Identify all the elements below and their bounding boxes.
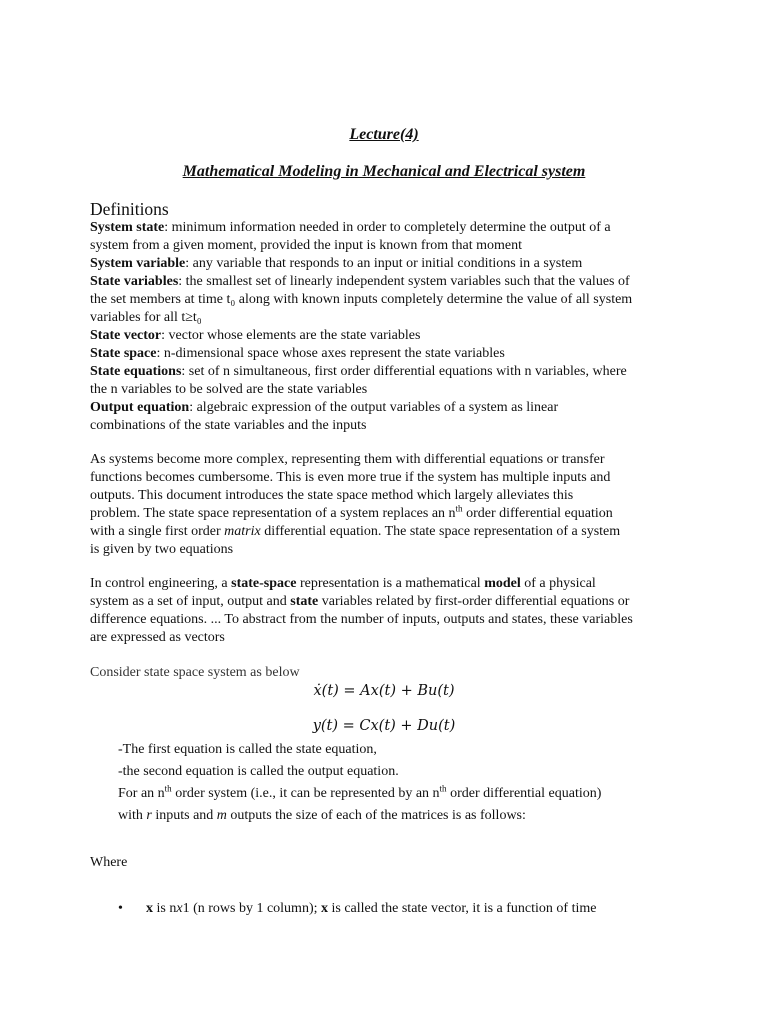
paragraph-line: As systems become more complex, representing them with differential equations or transfer bbox=[90, 452, 605, 467]
bold-run: x bbox=[321, 901, 328, 916]
bullet-item bbox=[118, 901, 596, 917]
text-run: problem. The state space representation of a system replaces an n bbox=[90, 506, 456, 521]
text-run: For an n bbox=[118, 786, 165, 801]
text-run: inputs and bbox=[151, 808, 217, 823]
text-run: is n bbox=[153, 901, 177, 916]
paragraph-line bbox=[90, 593, 690, 611]
paragraph-line: difference equations. ... To abstract from the number of inputs, outputs and states, these variables bbox=[90, 612, 633, 627]
lecture-subtitle: Mathematical Modeling in Mechanical and Electrical system bbox=[182, 163, 586, 180]
definition-text: : vector whose elements are the state variables bbox=[161, 328, 421, 343]
note-line bbox=[118, 805, 601, 827]
paragraph-complexity bbox=[90, 451, 690, 559]
definition-term: State equations bbox=[90, 364, 182, 379]
italic-run: matrix bbox=[224, 524, 261, 539]
definition-text: : algebraic expression of the output variables of a system as linear bbox=[189, 400, 559, 415]
italic-run: m bbox=[216, 808, 227, 823]
text-run: order system (i.e., it can be represented by an n bbox=[171, 786, 440, 801]
text-run: representation is a mathematical bbox=[296, 576, 485, 591]
paragraph-line bbox=[90, 575, 690, 593]
definition-text: : minimum information needed in order to completely determine the output of a bbox=[164, 220, 611, 235]
text-run: order differential equation bbox=[462, 506, 613, 521]
paragraph-state-space bbox=[90, 575, 690, 647]
definition-text-line: system from a given moment, provided the input is known from that moment bbox=[90, 238, 522, 253]
definitions-heading: Definitions bbox=[90, 199, 169, 219]
definition-system-variable bbox=[90, 255, 690, 273]
definition-text: : set of n simultaneous, first order differential equations with n variables, where bbox=[181, 364, 627, 379]
italic-run: x bbox=[176, 901, 183, 916]
bold-run: state bbox=[290, 594, 319, 609]
bold-run: model bbox=[484, 576, 521, 591]
definitions-list bbox=[90, 219, 690, 435]
definition-text-line: combinations of the state variables and the inputs bbox=[90, 418, 367, 433]
definition-term: State variables bbox=[90, 274, 179, 289]
text-run: differential equation. The state space representation of a system bbox=[260, 524, 621, 539]
bullet-icon: • bbox=[118, 901, 123, 916]
paragraph-line: are expressed as vectors bbox=[90, 630, 225, 645]
definition-text-line: variables for all t≥t₀ bbox=[90, 310, 202, 325]
note-line: -the second equation is called the output equation. bbox=[118, 764, 399, 779]
equation-notes bbox=[118, 739, 601, 827]
definition-term: System state bbox=[90, 220, 165, 235]
text-run: outputs the size of each of the matrices is as follows: bbox=[226, 808, 526, 823]
where-label: Where bbox=[90, 855, 128, 870]
definition-term: System variable bbox=[90, 256, 186, 271]
text-run: is called the state vector, it is a function of time bbox=[328, 901, 597, 916]
note-line bbox=[118, 783, 601, 805]
text-run: In control engineering, a bbox=[90, 576, 232, 591]
italic-run: r bbox=[146, 808, 152, 823]
definition-state-space bbox=[90, 345, 690, 363]
definition-term: Output equation bbox=[90, 400, 190, 415]
superscript: th bbox=[164, 783, 172, 794]
definition-text-line: the n variables to be solved are the state variables bbox=[90, 382, 368, 397]
text-run: system as a set of input, output and bbox=[90, 594, 291, 609]
text-run: with bbox=[118, 808, 147, 823]
lecture-title: Lecture(4) bbox=[349, 126, 419, 143]
text-run: with a single first order bbox=[90, 524, 225, 539]
definition-state-variables bbox=[90, 273, 690, 291]
definition-term: State vector bbox=[90, 328, 162, 343]
paragraph-line: outputs. This document introduces the state space method which largely alleviates this bbox=[90, 488, 574, 503]
definition-output-equation bbox=[90, 399, 690, 417]
definition-state-vector bbox=[90, 327, 690, 345]
text-run: 1 (n rows by 1 column); bbox=[182, 901, 321, 916]
definition-text: : any variable that responds to an input or initial conditions in a system bbox=[185, 256, 583, 271]
definition-system-state bbox=[90, 219, 690, 237]
bold-run: state-space bbox=[231, 576, 297, 591]
definition-text: : the smallest set of linearly independent system variables such that the values of bbox=[178, 274, 630, 289]
consider-text: Consider state space system as below bbox=[90, 665, 300, 680]
text-run: variables related by first-order differential equations or bbox=[318, 594, 630, 609]
paragraph-line bbox=[90, 505, 690, 523]
state-equation: ẋ(t) = Ax(t) + Bu(t) bbox=[313, 683, 455, 699]
superscript: th bbox=[455, 503, 463, 514]
definition-text-line: the set members at time t₀ along with known inputs completely determine the value of all system bbox=[90, 292, 633, 307]
paragraph-line: functions becomes cumbersome. This is even more true if the system has multiple inputs and bbox=[90, 470, 611, 485]
definition-text: : n-dimensional space whose axes represent the state variables bbox=[156, 346, 505, 361]
bold-run: x bbox=[146, 901, 153, 916]
output-equation: y(t) = Cx(t) + Du(t) bbox=[312, 718, 456, 734]
paragraph-line bbox=[90, 523, 690, 541]
text-run: order differential equation) bbox=[446, 786, 602, 801]
text-run: of a physical bbox=[520, 576, 596, 591]
definition-term: State space bbox=[90, 346, 157, 361]
paragraph-line: is given by two equations bbox=[90, 542, 234, 557]
definition-state-equations bbox=[90, 363, 690, 381]
note-line: -The first equation is called the state equation, bbox=[118, 742, 377, 757]
superscript: th bbox=[439, 783, 447, 794]
